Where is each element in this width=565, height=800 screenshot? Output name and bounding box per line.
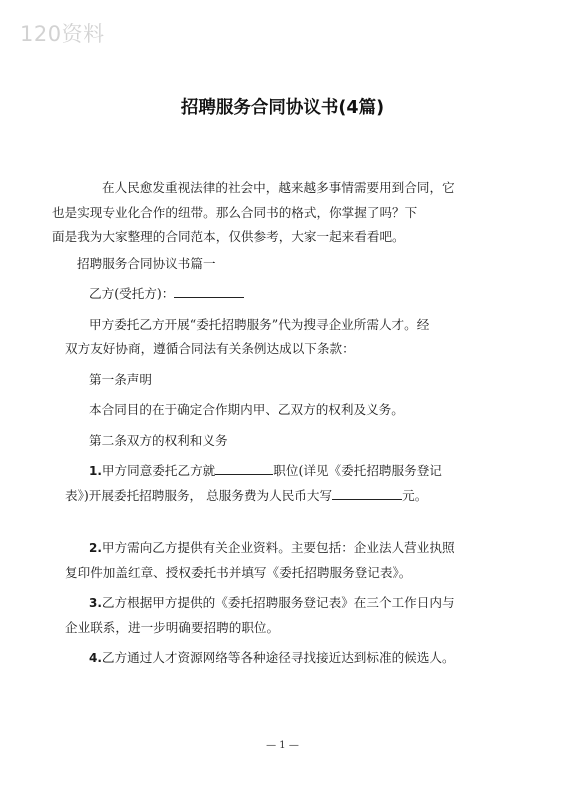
watermark: 120资料 <box>20 22 105 46</box>
article2-heading: 第二条双方的权利和义务 <box>89 432 228 448</box>
item-1-part-3: 表》)开展委托招聘服务， 总服务费为人民币大写 <box>65 487 333 503</box>
intro-line-2: 也是实现专业化合作的纽带。那么合同书的格式，你掌握了吗？下 <box>52 204 418 220</box>
intro-line-1: 在人民愈发重视法律的社会中，越来越多事情需要用到合同，它 <box>102 180 455 195</box>
article1-heading: 第一条声明 <box>89 371 152 387</box>
party-b-line <box>77 282 495 307</box>
entrust-paragraph <box>65 313 495 362</box>
item-2-line-1: 甲方需向乙方提供有关企业资料。主要包括：企业法人营业执照 <box>101 540 455 555</box>
page-number: — 1 — <box>266 740 299 751</box>
item-2-number: 2. <box>89 541 102 555</box>
item-1-part-4: 元。 <box>402 487 428 503</box>
intro-line-3: 面是我为大家整理的合同范本，仅供参考，大家一起来看看吧。 <box>52 229 405 244</box>
document-body <box>52 176 495 671</box>
item-2 <box>65 536 495 585</box>
fee-blank <box>332 487 402 500</box>
item-3-number: 3. <box>89 596 102 610</box>
item-1-number: 1. <box>89 464 102 478</box>
item-3 <box>65 591 495 640</box>
document-title: 招聘服务合同协议书(4篇) <box>180 98 385 118</box>
item-3-line-1: 乙方根据甲方提供的《委托招聘服务登记表》在三个工作日内与 <box>101 595 455 610</box>
item-1 <box>65 459 495 508</box>
party-b-label: 乙方(受托方)： <box>89 286 175 301</box>
party-b-blank <box>174 285 244 298</box>
entrust-line-2: 双方友好协商，遵循合同法有关条例达成以下条款： <box>65 341 355 356</box>
item-3-line-2: 企业联系，进一步明确要招聘的职位。 <box>65 619 280 635</box>
item-4-number: 4. <box>89 651 102 665</box>
article1-text: 本合同目的在于确定合作期内甲、乙双方的权利及义务。 <box>89 402 404 417</box>
item-4-line-1: 乙方通过人才资源网络等各种途径寻找接近达到标准的候选人。 <box>101 650 455 665</box>
item-4 <box>77 646 495 671</box>
item-1-part-1: 甲方同意委托乙方就 <box>101 463 216 478</box>
section-heading: 招聘服务合同协议书篇一 <box>77 255 216 271</box>
item-2-line-2: 复印件加盖红章、授权委托书并填写《委托招聘服务登记表》。 <box>65 564 412 580</box>
intro-paragraph <box>52 176 495 250</box>
position-blank <box>215 462 273 475</box>
item-1-part-2: 职位(详见《委托招聘服务登记 <box>273 463 442 478</box>
entrust-line-1: 甲方委托乙方开展“委托招聘服务”代为搜寻企业所需人才。经 <box>89 316 430 332</box>
